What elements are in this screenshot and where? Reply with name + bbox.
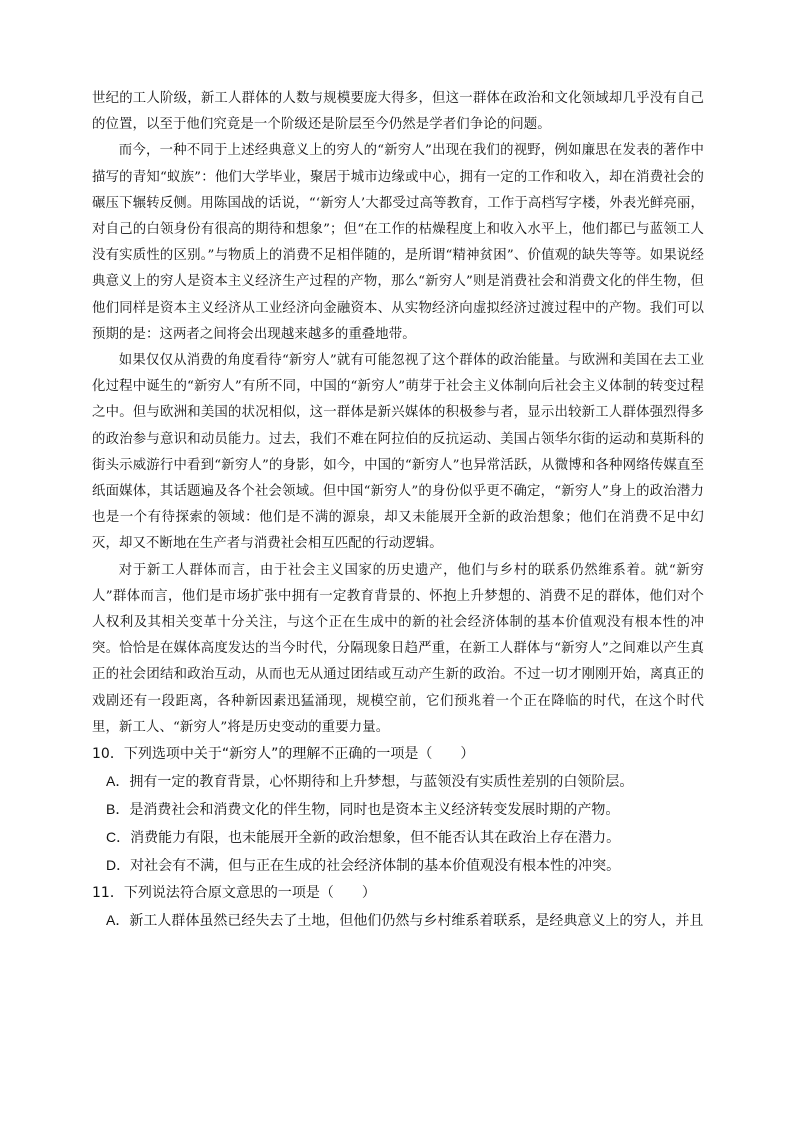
question-stem: 11．下列说法符合原文意思的一项是（ ）: [92, 885, 376, 902]
question-option-b: [92, 796, 704, 824]
option-letter: B．: [106, 801, 130, 818]
option-text: 拥有一定的教育背景，心怀期待和上升梦想，与蓝领没有实质性差别的白领阶层。: [129, 774, 634, 791]
option-letter: C．: [106, 829, 131, 846]
document-page: [92, 86, 704, 935]
option-letter: D．: [106, 857, 131, 874]
question-option-a: [92, 768, 704, 796]
question-option-a: [92, 907, 704, 935]
option-letter: A．: [106, 912, 130, 929]
passage-paragraph: 如果仅仅从消费的角度看待“新穷人”就有可能忽视了这个群体的政治能量。与欧洲和美国在去工业化过程中诞生的“新穷人”有所不同，中国的“新穷人”萌芽于社会主义体制向后社会主义体制的转变过程之中。但与欧洲和美国的状况相似，这一群体是新兴媒体的积极参与者，显示出较新工人群体强烈得多的政治参与意识和动员能力。过去，我们不难在阿拉伯的反抗运动、美国占领华尔街的运动和莫斯科的街头示威游行中看到“新穷人”的身影，如今，中国的“新穷人”也异常活跃，从微博和各种网络传媒直至纸面媒体，其话题遍及各个社会领域。但中国“新穷人”的身份似乎更不确定，“新穷人”身上的政治潜力也是一个有待探索的领域：他们是不满的源泉，却又未能展开全新的政治想象；他们在消费不足中幻灭，却又不断地在生产者与消费社会相互匹配的行动逻辑。: [92, 353, 704, 552]
passage-paragraph-continued: 世纪的工人阶级，新工人群体的人数与规模要庞大得多，但这一群体在政治和文化领域却几乎没有自己的位置，以至于他们究竟是一个阶级还是阶层至今仍然是学者们争论的问题。: [92, 91, 704, 133]
option-text: 对社会有不满，但与正在生成的社会经济体制的基本价值观没有根本性的冲突。: [130, 858, 621, 875]
question-option-d: [92, 852, 704, 880]
question-option-c: [92, 824, 704, 852]
question-11: [92, 880, 704, 935]
question-section: [92, 741, 704, 935]
passage-paragraph: 而今，一种不同于上述经典意义上的穷人的“新穷人”出现在我们的视野，例如廉思在发表的著作中描写的青知“蚁族”：他们大学毕业，聚居于城市边缘或中心，拥有一定的工作和收入，却在消费社会的碾压下辗转反侧。用陈国战的话说，“‘新穷人’大都受过高等教育，工作于高档写字楼，外表光鲜亮丽，对自己的白领身份有很高的期待和想象”；但“在工作的枯燥程度上和收入水平上，他们都已与蓝领工人没有实质性的区别。”与物质上的消费不足相伴随的，是所谓“精神贫困”、价值观的缺失等等。如果说经典意义上的穷人是资本主义经济生产过程的产物，那么“新穷人”则是消费社会和消费文化的伴生物，但他们同样是资本主义经济从工业经济向金融资本、从实物经济向虚拟经济过渡过程中的产物。我们可以预期的是：这两者之间将会出现越来越多的重叠地带。: [92, 143, 704, 342]
option-text: 新工人群体虽然已经失去了土地，但他们仍然与乡村维系着联系，是经典意义上的穷人，并且: [129, 913, 704, 930]
option-text: 消费能力有限，也未能展开全新的政治想象，但不能否认其在政治上存在潜力。: [130, 830, 621, 847]
passage-paragraph: 对于新工人群体而言，由于社会主义国家的历史遗产，他们与乡村的联系仍然维系着。就“新穷人”群体而言，他们是市场扩张中拥有一定教育背景的、怀抱上升梦想的、消费不足的群体，他们对个人权利及其相关变革十分关注，与这个正在生成中的新的社会经济体制的基本价值观没有根本性的冲突。恰恰是在媒体高度发达的当今时代，分隔现象日趋严重，在新工人群体与“新穷人”之间难以产生真正的社会团结和政治互动，从而也无从通过团结或互动产生新的政治。不过一切才刚刚开始，离真正的戏剧还有一段距离，各种新因素迅猛涌现，规模空前，它们预兆着一个正在降临的时代，在这个时代里，新工人、“新穷人”将是历史变动的重要力量。: [92, 562, 704, 735]
option-text: 是消费社会和消费文化的伴生物，同时也是资本主义经济转变发展时期的产物。: [129, 802, 620, 819]
reading-passage: [92, 86, 704, 741]
question-stem: 10．下列选项中关于“新穷人”的理解不正确的一项是（ ）: [92, 746, 475, 763]
question-10: [92, 741, 704, 880]
option-letter: A．: [106, 773, 130, 790]
